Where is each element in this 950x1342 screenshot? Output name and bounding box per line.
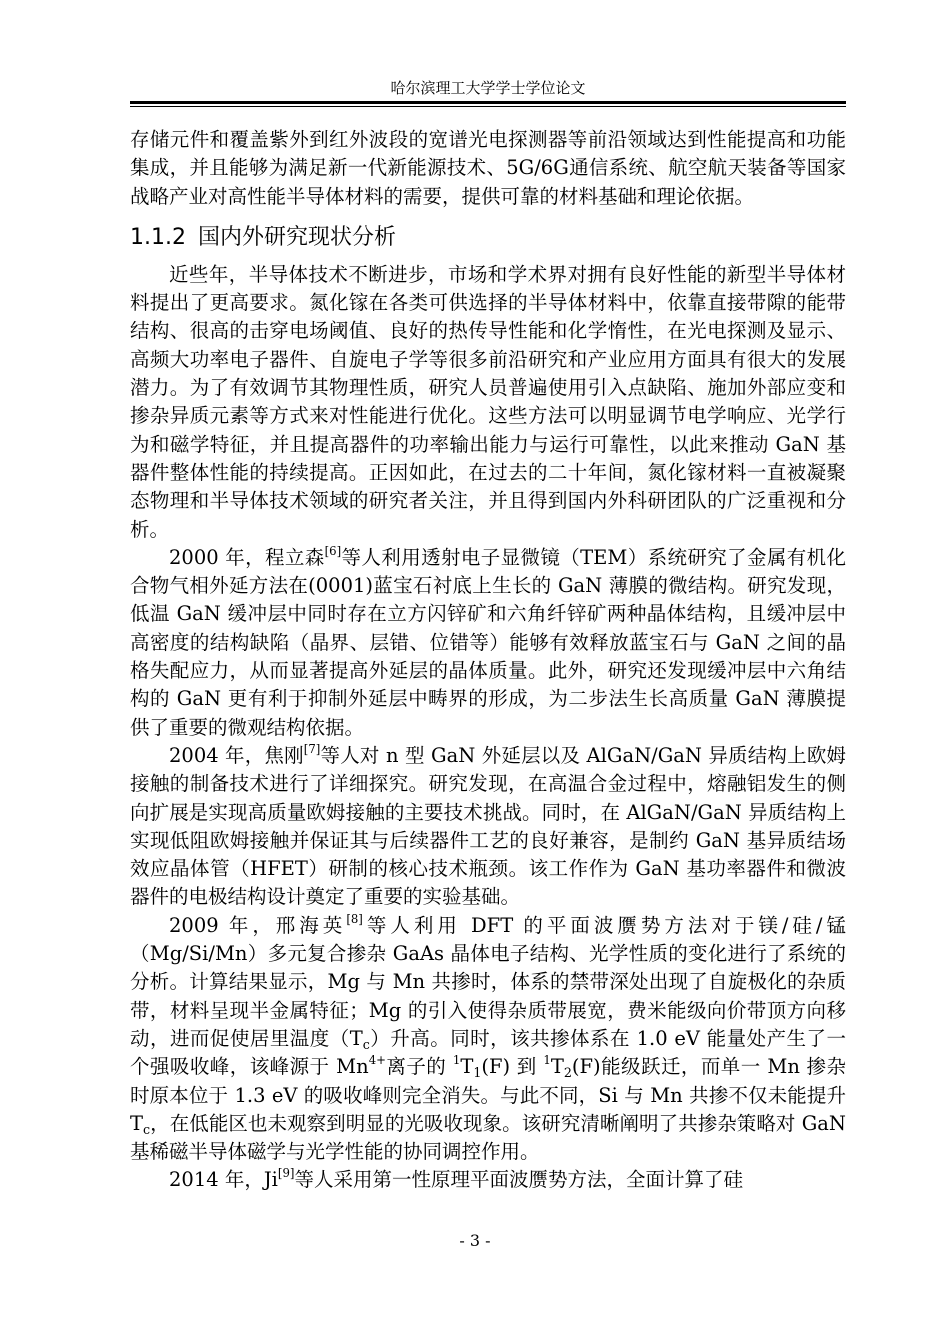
paragraph-text: 等人采用第一性原理平面波赝势方法，全面计算了硅 [294, 1168, 743, 1192]
header-rule-thick [130, 101, 846, 104]
paragraph-text: (F)能级跃迁，而单一 Mn 掺杂时原本位于 1.3 eV 的吸收峰则完全消失。与此不同，Si 与 Mn 共掺不仅未能提升 T [130, 1055, 846, 1135]
paragraph-text: T [460, 1055, 474, 1079]
header-rule-thin [130, 106, 846, 107]
paragraph-2014 [130, 1166, 846, 1194]
paragraph-text: 等人对 n 型 GaN 外延层以及 AlGaN/GaN 异质结构上欧姆接触的制备技术进行了详细探究。研究发现，在高温合金过程中，熔融铝发生的侧向扩展是实现高质量欧姆接触的主要技术挑战。同时，在 AlGaN/GaN 异质结构上实现低阻欧姆接触并保证其与后续器件工艺的良好兼容，是制约 GaN 基异质结场效应晶体管（HFET）研制的核心技术瓶颈。该工作作为 GaN 基功率器件和微波器件的电极结构设计奠定了重要的实验基础。 [130, 743, 847, 909]
body-text [130, 126, 846, 1195]
subscript: c [143, 1121, 151, 1137]
paragraph-text: 2004 年，焦刚 [169, 743, 304, 767]
subscript: 2 [563, 1065, 572, 1080]
subscript: 1 [473, 1065, 482, 1080]
paragraph-2009 [130, 912, 846, 1167]
paragraph-text: T [550, 1055, 564, 1079]
superscript: 1 [452, 1053, 461, 1068]
paragraph-text: ）升高。同时，该共掺体系在 1.0 eV 能量处产生了一个强吸收峰，该峰源于 Mn [130, 1026, 846, 1079]
citation-ref: [8] [346, 911, 363, 926]
section-title: 国内外研究现状分析 [197, 224, 396, 250]
paragraph-text: 等人利用 DFT 的平面波赝势方法对于镁/硅/锰（Mg/Si/Mn）多元复合掺杂 GaAs 晶体电子结构、光学性质的变化进行了系统的分析。计算结果显示，Mg 与 Mn 共掺时，体系的禁带深处出现了自旋极化的杂质带，材料呈现半金属特征；Mg 的引入使得杂质带展宽，费米能级向价带顶方向移动，进而促使居里温度（T [130, 913, 846, 1050]
paragraph-overview: 近些年，半导体技术不断进步，市场和学术界对拥有良好性能的新型半导体材料提出了更高要求。氮化镓在各类可供选择的半导体材料中，依靠直接带隙的能带结构、很高的击穿电场阈值、良好的热传导性能和化学惰性，在光电探测及显示、高频大功率电子器件、自旋电子学等很多前沿研究和产业应用方面具有很大的发展潜力。为了有效调节其物理性质，研究人员普遍使用引入点缺陷、施加外部应变和掺杂异质元素等方式来对性能进行优化。这些方法可以明显调节电学响应、光学行为和磁学特征，并且提高器件的功率输出能力与运行可靠性，以此来推动 GaN 基器件整体性能的持续提高。正因如此，在过去的二十年间，氮化镓材料一直被凝聚态物理和半导体技术领域的研究者关注，并且得到国内外科研团队的广泛重视和分析。 [130, 262, 846, 541]
superscript: 4+ [368, 1053, 386, 1068]
paragraph-text: (F) 到 [481, 1055, 544, 1079]
paragraph-text: 离子的 [385, 1055, 453, 1079]
paragraph-text: ，在低能区也未观察到明显的光吸收现象。该研究清晰阐明了共掺杂策略对 GaN 基稀磁半导体磁学与光学性能的协同调控作用。 [130, 1111, 846, 1164]
paragraph-continuation: 存储元件和覆盖紫外到红外波段的宽谱光电探测器等前沿领域达到性能提高和功能集成，并且能够为满足新一代新能源技术、5G/6G通信系统、航空航天装备等国家战略产业对高性能半导体材料的需要，提供可靠的材料基础和理论依据。 [130, 128, 846, 208]
running-header: 哈尔滨理工大学学士学位论文 [390, 79, 586, 97]
paragraph-text: 2014 年，Ji [169, 1168, 278, 1192]
paragraph-text: 等人利用透射电子显微镜（TEM）系统研究了金属有机化合物气相外延方法在(0001)蓝宝石衬底上生长的 GaN 薄膜的微结构。研究发现，低温 GaN 缓冲层中同时存在立方闪锌矿和六角纤锌矿两种晶体结构，且缓冲层中高密度的结构缺陷（晶界、层错、位错等）能够有效释放蓝宝石与 GaN 之间的晶格失配应力，从而显著提高外延层的晶体质量。此外，研究还发现缓冲层中六角结构的 GaN 更有利于抑制外延层中畴界的形成，为二步法生长高质量 GaN 薄膜提供了重要的微观结构依据。 [130, 545, 846, 739]
paragraph-2004 [130, 742, 846, 912]
paragraph-text: 2009 年，邢海英 [169, 913, 347, 937]
page-number: - 3 - [459, 1231, 491, 1250]
section-heading [130, 223, 846, 253]
subscript: c [362, 1036, 370, 1052]
paragraph-text: 2000 年，程立森 [169, 545, 325, 569]
citation-ref: [9] [277, 1166, 295, 1181]
citation-ref: [7] [303, 742, 321, 757]
citation-ref: [6] [324, 544, 342, 559]
section-number: 1.1.2 [130, 224, 186, 250]
paragraph-2000 [130, 544, 846, 742]
superscript: 1 [543, 1053, 551, 1068]
